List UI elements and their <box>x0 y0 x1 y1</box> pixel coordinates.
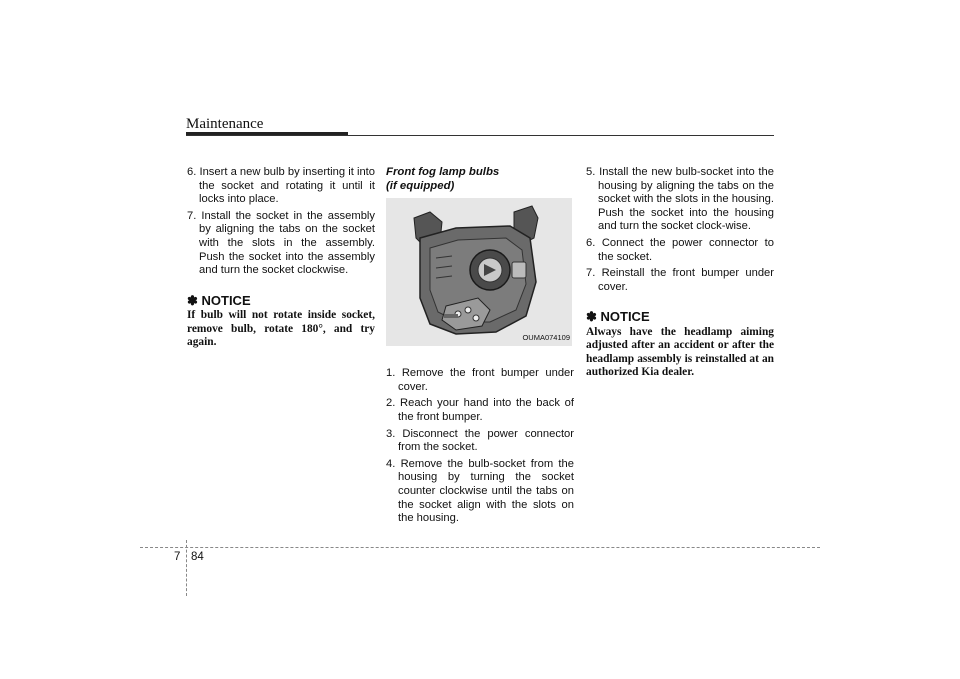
subsection-heading-line: (if equipped) <box>386 179 455 192</box>
column-2 <box>386 166 574 529</box>
step-item: 7. Install the socket in the assembly by aligning the tabs on the socket with the slots in the assembly. Push the socket into the assembly and turn the socket clockwise. <box>187 209 375 277</box>
step-list <box>386 367 574 526</box>
column-1 <box>187 166 375 350</box>
notice-body: Always have the headlamp aiming adjusted after an accident or after the headlamp assembly is reinstalled at an authorized Kia dealer. <box>586 325 774 379</box>
step-item: 5. Install the new bulb-socket into the housing by aligning the tabs on the socket with the slots in the housing. Push the socket into the housing and turn the socket clock-wise. <box>586 166 774 233</box>
step-item: 7. Reinstall the front bumper under cover. <box>586 267 774 293</box>
header-rule <box>186 135 774 136</box>
page-number: 84 <box>191 551 204 563</box>
step-item: 1. Remove the front bumper under cover. <box>386 367 574 393</box>
subsection-heading-line: Front fog lamp bulbs <box>386 166 500 178</box>
notice-title: ✽ NOTICE <box>586 309 650 325</box>
fog-lamp-illustration <box>386 198 572 346</box>
notice-title: ✽ NOTICE <box>187 292 251 308</box>
step-item: 2. Reach your hand into the back of the front bumper. <box>386 397 574 423</box>
subsection-heading <box>386 166 574 193</box>
section-title: Maintenance <box>186 116 264 132</box>
step-item: 4. Remove the bulb-socket from the housing by turning the socket counter clockwise until the tabs on the socket align with the slots on the housing. <box>386 457 574 525</box>
footer-divider <box>186 540 187 596</box>
notice-body: If bulb will not rotate inside socket, remove bulb, rotate 180°, and try again. <box>187 309 375 349</box>
fog-lamp-figure <box>386 198 572 346</box>
figure-code: OUMA074109 <box>522 332 570 342</box>
step-list <box>187 166 375 278</box>
step-list <box>586 166 774 294</box>
step-item: 6. Connect the power connector to the socket. <box>586 236 774 263</box>
chapter-number: 7 <box>174 551 181 563</box>
step-item: 6. Insert a new bulb by inserting it into the socket and rotating it until it locks into place. <box>187 166 375 206</box>
column-3 <box>586 166 774 380</box>
step-item: 3. Disconnect the power connector from the socket. <box>386 427 574 454</box>
footer-rule <box>140 547 820 548</box>
